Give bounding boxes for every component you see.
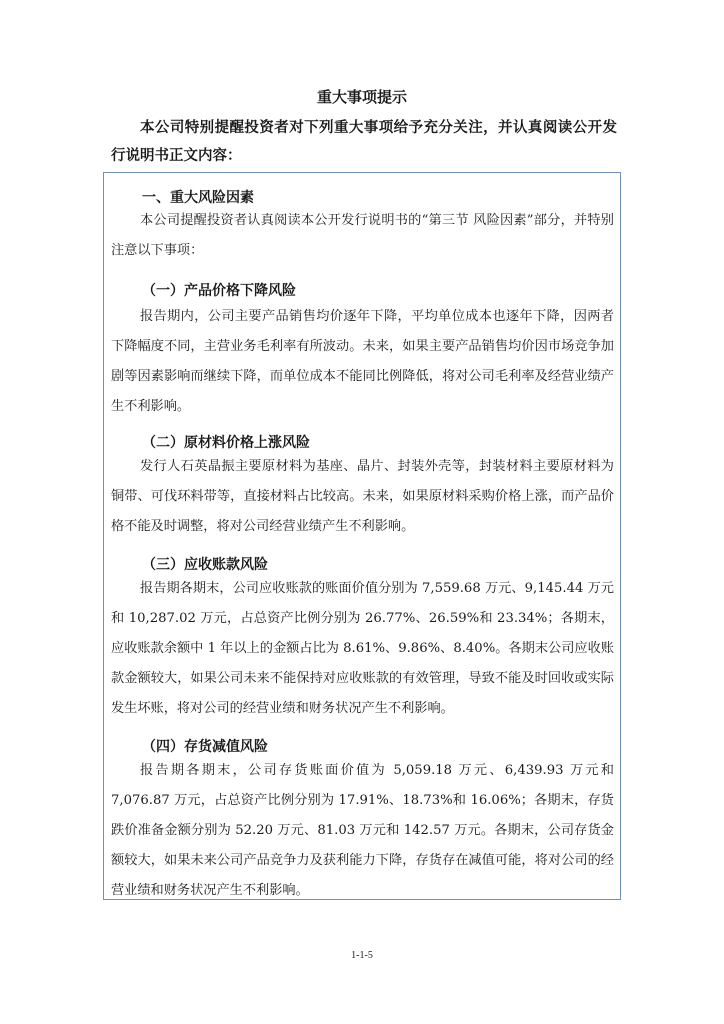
risk-heading-materials: （二）原材料价格上涨风险	[142, 435, 310, 451]
risk-text-materials: 发行人石英晶振主要原材料为基座、晶片、封装外壳等，封装材料主要原材料为铜带、可伐环料带等，直接材料占比较高。未来，如果原材料采购价格上涨，而产品价格不能及时调整，将对公司经营业绩产生不利影响。	[111, 459, 614, 534]
risk-text-price: 报告期内，公司主要产品销售均价逐年下降，平均单位成本也逐年下降，因两者下降幅度不同，主营业务毛利率有所波动。未来，如果主要产品销售均价因市场竞争加剧等因素影响而继续下降，而单位成本不能同比例降低，将对公司毛利率及经营业绩产生不利影响。	[111, 309, 614, 414]
page-number: 1-1-5	[351, 950, 373, 961]
risk-text-inventory: 报告期各期末，公司存货账面价值为 5,059.18 万元、6,439.93 万元和 7,076.87 万元，占总资产比例分别为 17.91%、18.73%和 16.06%；各期末，存货跌价准备金额分别为 52.20 万元、81.03 万元和 142.57 万元。各期末，公司存货金额较大，如果未来公司产品竞争力及获利能力下降，存货存在减值可能，将对公司的经营业绩和财务状况产生不利影响。	[111, 763, 614, 898]
section-intro-paragraph: 本公司提醒投资者认真阅读本公开发行说明书的“第三节 风险因素”部分，并特别注意以下事项：	[111, 213, 614, 258]
page-title: 重大事项提示	[316, 88, 407, 106]
risk-heading-inventory: （四）存货减值风险	[142, 739, 268, 755]
risk-text-receivables: 报告期各期末，公司应收账款的账面价值分别为 7,559.68 万元、9,145.44 万元和 10,287.02 万元，占总资产比例分别为 26.77%、26.59%和 23.34%；各期末，应收账款余额中 1 年以上的金额占比为 8.61%、9.86%、8.40%。各期末公司应收账款金额较大，如果公司未来不能保持对应收账款的有效管理，导致不能及时回收或实际发生坏账，将对公司的经营业绩和财务状况产生不利影响。	[111, 581, 614, 716]
risk-heading-receivables: （三）应收账款风险	[142, 557, 268, 573]
intro-paragraph: 本公司特别提醒投资者对下列重大事项给予充分关注，并认真阅读公开发行说明书正文内容：	[111, 120, 617, 164]
section-heading: 一、重大风险因素	[142, 190, 254, 206]
risk-heading-price: （一）产品价格下降风险	[142, 283, 296, 299]
